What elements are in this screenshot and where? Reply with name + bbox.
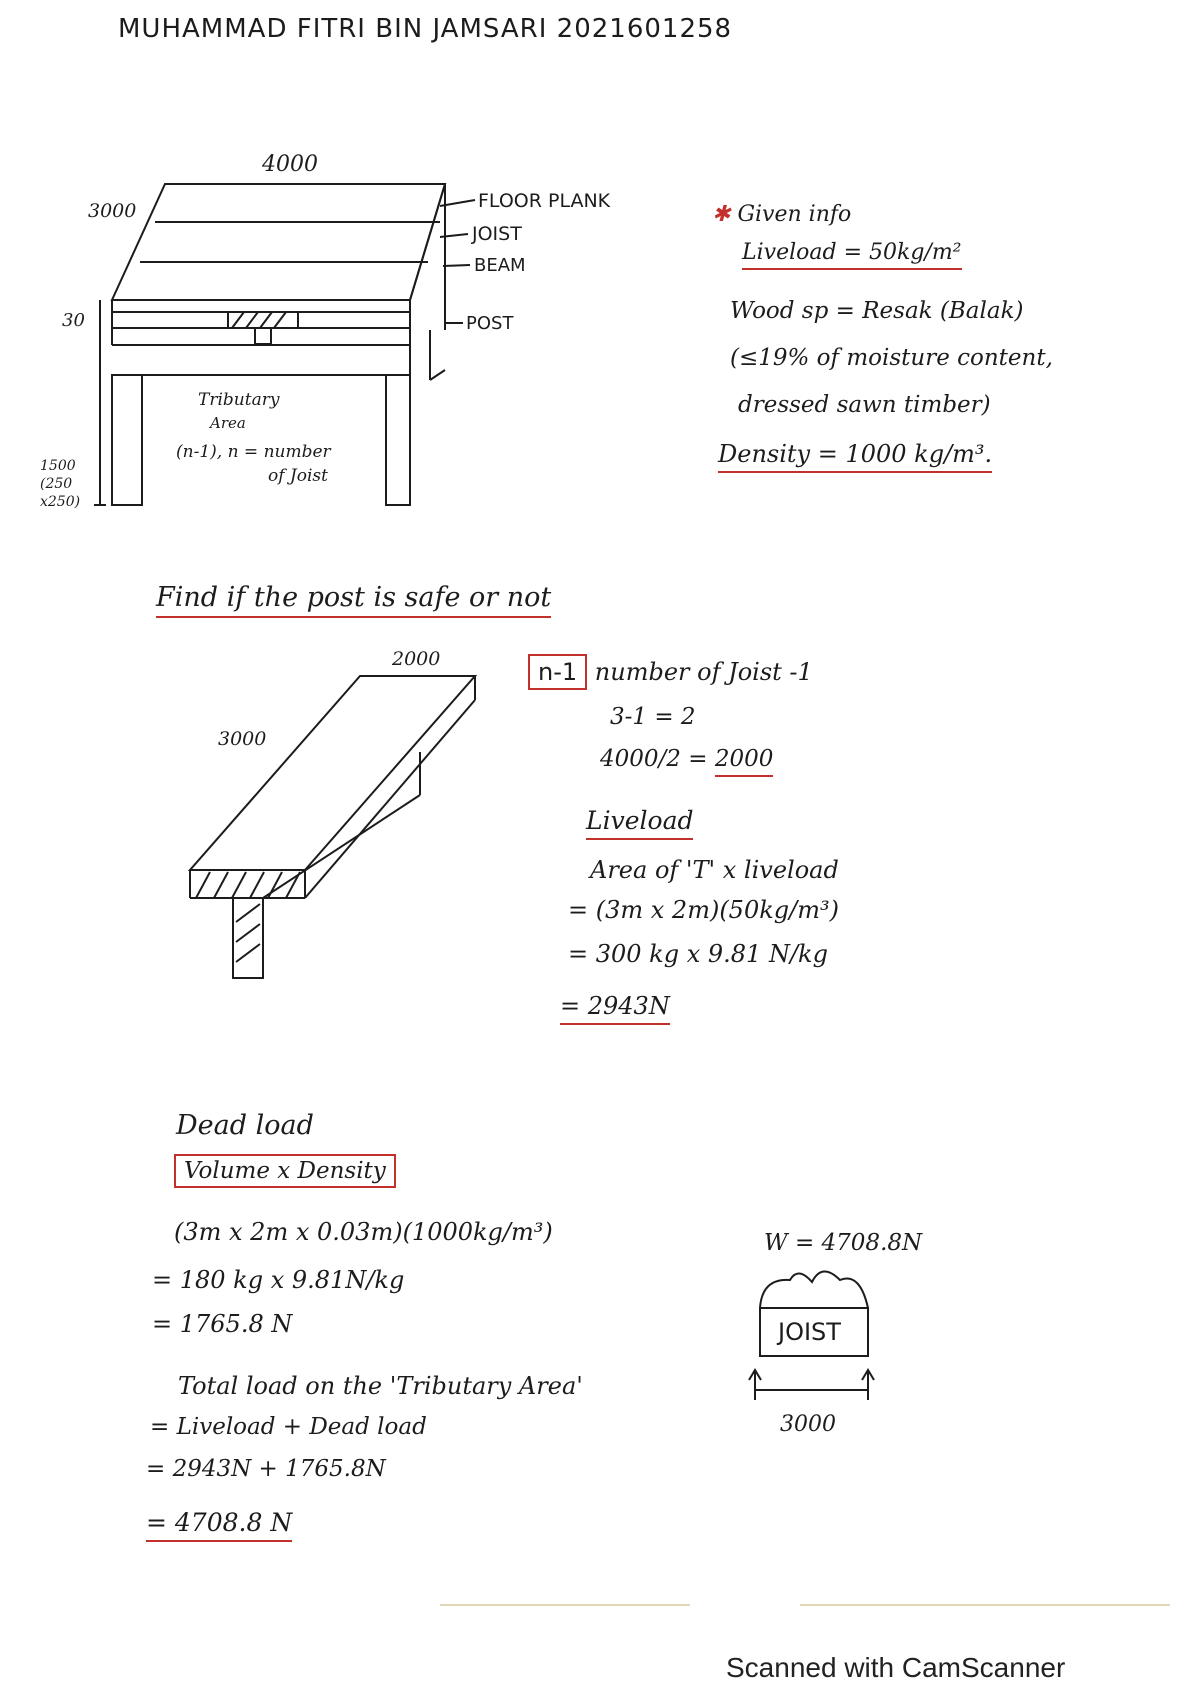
floor-plank-label: FLOOR PLANK xyxy=(478,190,611,212)
live-line-2a: 4000/2 = xyxy=(600,746,708,772)
given-info-title-text: Given info xyxy=(737,202,852,227)
t-dim-3000-label: 3000 xyxy=(218,728,267,750)
n-minus-1-box: n-1 xyxy=(528,654,587,690)
liveload-result-text: = 2943N xyxy=(560,992,670,1025)
given-wood: Wood sp = Resak (Balak) xyxy=(730,298,1024,324)
deadload-line-1: (3m x 2m x 0.03m)(1000kg/m³) xyxy=(174,1218,553,1246)
deadload-line-2: = 180 kg x 9.81N/kg xyxy=(152,1266,405,1294)
total-heading: Total load on the 'Tributary Area' xyxy=(178,1372,583,1400)
given-density xyxy=(718,440,992,468)
tributary-label-4: of Joist xyxy=(268,466,328,486)
given-moisture: (≤19% of moisture content, xyxy=(730,345,1053,371)
given-density-text: Density = 1000 kg/m³. xyxy=(718,440,992,473)
post-size-label-2: (250 xyxy=(40,476,73,492)
asterisk-icon: ✱ xyxy=(712,202,738,227)
live-line-1: 3-1 = 2 xyxy=(610,704,696,730)
deadload-formula-box: Volume x Density xyxy=(174,1154,396,1188)
joist-diagram-label: JOIST xyxy=(778,1318,841,1346)
deadload-line-3: = 1765.8 N xyxy=(152,1310,293,1338)
liveload-result xyxy=(560,992,670,1020)
joist-span-label: 3000 xyxy=(780,1412,836,1437)
deadload-heading: Dead load xyxy=(176,1110,314,1141)
given-info-title xyxy=(712,202,851,227)
live-line-5: = 300 kg x 9.81 N/kg xyxy=(568,940,828,968)
given-dressed: dressed sawn timber) xyxy=(738,392,991,418)
camscanner-watermark: Scanned with CamScanner xyxy=(726,1652,1066,1683)
t-dim-2000-label: 2000 xyxy=(392,648,441,670)
liveload-heading-text: Liveload xyxy=(586,806,693,840)
total-line-2: = 2943N + 1765.8N xyxy=(146,1456,386,1482)
post-size-label-1: 1500 xyxy=(40,458,76,474)
question-text xyxy=(156,582,551,613)
liveload-heading xyxy=(586,806,693,835)
beam-label: BEAM xyxy=(474,255,526,276)
tributary-label-3: (n-1), n = number xyxy=(176,442,331,462)
dim-3000-label: 3000 xyxy=(88,200,137,222)
post-label: POST xyxy=(466,313,514,334)
joist-load-label: W = 4708.8N xyxy=(764,1230,923,1256)
live-line-3: Area of 'T' x liveload xyxy=(590,856,839,884)
tributary-label-1: Tributary xyxy=(198,390,280,410)
deadload-formula xyxy=(174,1158,396,1184)
given-liveload xyxy=(742,240,962,265)
total-line-1: = Liveload + Dead load xyxy=(150,1414,427,1440)
student-header: MUHAMMAD FITRI BIN JAMSARI 2021601258 xyxy=(118,14,733,44)
live-line-2 xyxy=(600,746,773,772)
tributary-label-2: Area xyxy=(210,414,246,432)
given-liveload-text: Liveload = 50kg/m² xyxy=(742,240,962,270)
dim-4000-label: 4000 xyxy=(262,152,318,177)
live-line-4: = (3m x 2m)(50kg/m³) xyxy=(568,896,839,924)
question-text-content: Find if the post is safe or not xyxy=(156,582,551,618)
total-result xyxy=(146,1508,292,1537)
dim-30-label: 30 xyxy=(62,310,85,331)
joist-label: JOIST xyxy=(472,223,522,245)
post-size-label-3: x250) xyxy=(40,494,81,510)
total-result-text: = 4708.8 N xyxy=(146,1508,292,1542)
n-minus-1-line xyxy=(528,658,813,686)
live-line-2b: 2000 xyxy=(715,746,774,777)
n-minus-1-text: number of Joist -1 xyxy=(594,658,813,686)
